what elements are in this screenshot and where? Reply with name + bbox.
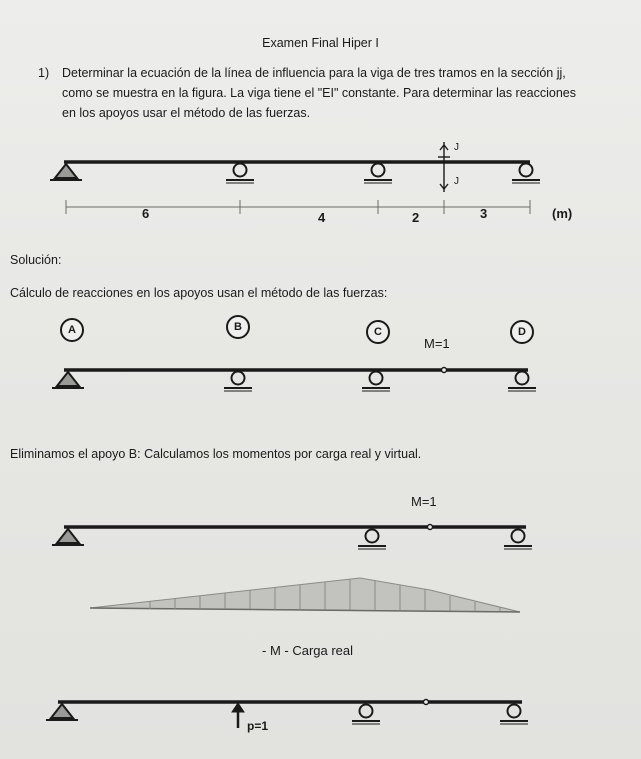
load-label: p=1	[247, 719, 269, 733]
solution-heading: Solución:	[10, 253, 62, 267]
pin-support-icon	[50, 164, 82, 180]
section-label: J	[454, 176, 459, 187]
pin-support-icon	[46, 704, 78, 720]
document-title: Examen Final Hiper I	[262, 36, 379, 50]
roller-support-icon	[362, 372, 390, 392]
roller-support-icon	[500, 705, 528, 725]
roller-support-icon	[226, 164, 254, 184]
support-label-c: C	[366, 320, 390, 344]
figure4-beam	[58, 700, 522, 705]
roller-support-icon	[364, 164, 392, 184]
question-text-line: en los apoyos usar el método de las fuerzas.	[62, 106, 311, 120]
moment-label: M=1	[424, 336, 450, 351]
moment-diagram-caption: - M - Carga real	[262, 643, 354, 658]
roller-support-icon	[352, 705, 380, 725]
dimension-unit: (m)	[552, 206, 573, 221]
roller-support-icon	[504, 530, 532, 550]
question-text-line: como se muestra en la figura. La viga tiene el "EI" constante. Para determinar las reacciones	[62, 86, 577, 100]
figure3-beam	[64, 525, 526, 530]
span-dimension: 3	[480, 206, 488, 221]
calc-reactions-heading: Cálculo de reacciones en los apoyos usan el método de las fuerzas:	[10, 286, 388, 300]
dimension-line	[66, 200, 530, 214]
pin-support-icon	[52, 529, 84, 545]
roller-support-icon	[512, 164, 540, 184]
figure2-beam	[64, 368, 528, 373]
section-jj-marker	[438, 142, 450, 192]
section-label: J	[454, 142, 459, 153]
roller-support-icon	[508, 372, 536, 392]
moment-label: M=1	[411, 494, 437, 509]
roller-support-icon	[224, 372, 252, 392]
support-label-a: A	[60, 318, 84, 342]
support-label-b: B	[226, 315, 250, 339]
arrow-up-icon	[232, 703, 244, 728]
moment-diagram	[90, 578, 520, 612]
question-text-line: Determinar la ecuación de la línea de influencia para la viga de tres tramos en la sección jj,	[62, 66, 566, 80]
span-dimension: 2	[412, 210, 420, 225]
support-label-d: D	[510, 320, 534, 344]
pin-support-icon	[52, 372, 84, 388]
span-dimension: 4	[318, 210, 326, 225]
eliminate-support-heading: Eliminamos el apoyo B: Calculamos los momentos por carga real y virtual.	[10, 447, 422, 461]
roller-support-icon	[358, 530, 386, 550]
question-number: 1)	[38, 66, 50, 80]
span-dimension: 6	[142, 206, 150, 221]
